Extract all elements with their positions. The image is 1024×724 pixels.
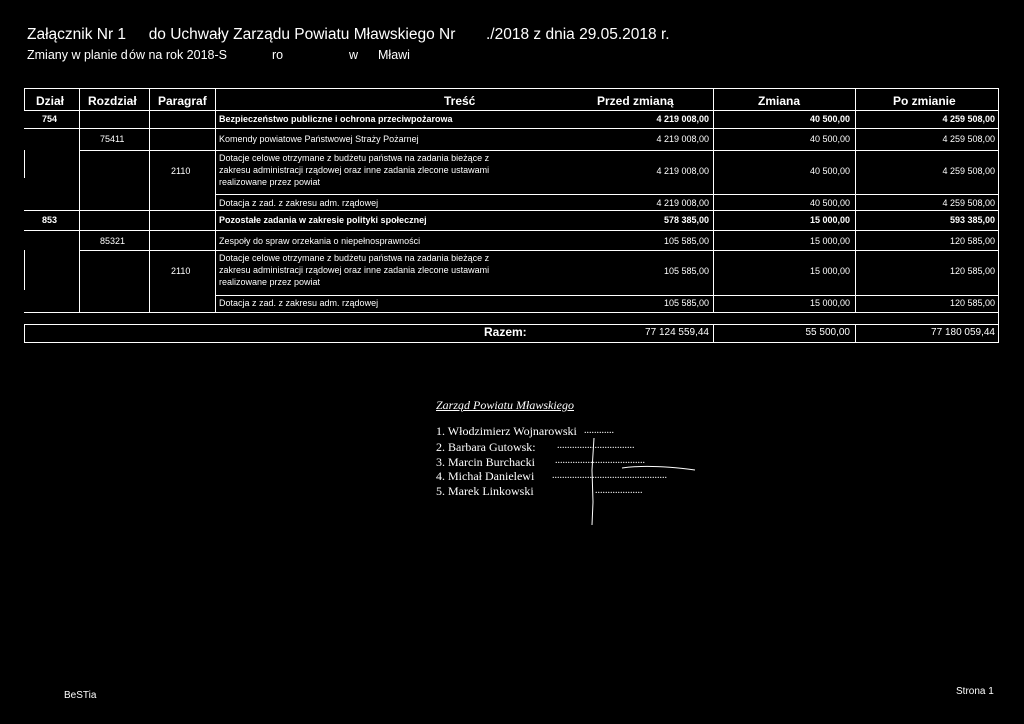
header-tresc: Treść [444, 94, 476, 108]
cell-tresc-line: realizowane przez powiat [219, 177, 321, 187]
cell-zmiana: 15 000,00 [809, 215, 850, 225]
footer-left: BeSTia [64, 690, 97, 701]
subtitle-part-4: w [349, 48, 359, 62]
cell-przed: 105 585,00 [663, 298, 709, 308]
cell-rozdzial: 85321 [100, 236, 126, 246]
cell-paragraf: 2110 [171, 266, 191, 276]
cell-tresc-line: zakresu administracji rządowej oraz inne zadania zlecone ustawami [219, 265, 490, 275]
signature-line: ................... [595, 485, 643, 496]
header-dzial: Dział [36, 94, 65, 108]
cell-tresc: Dotacja z zad. z zakresu adm. rządowej [219, 198, 379, 208]
cell-po: 4 259 508,00 [942, 134, 995, 144]
cell-zmiana: 40 500,00 [809, 114, 850, 124]
signatory-name: 3. Marcin Burchacki [436, 455, 535, 469]
signature-line: .............................................. [552, 470, 667, 481]
signature-line: .................................... [555, 455, 645, 466]
total-przed: 77 124 559,44 [645, 327, 709, 338]
signature-line: ............................... [557, 440, 635, 451]
title-date: ./2018 z dnia 29.05.2018 r. [486, 26, 670, 43]
cell-po: 593 385,00 [949, 215, 995, 225]
title-resolution: do Uchwały Zarządu Powiatu Mławskiego Nr [148, 26, 456, 43]
total-label: Razem: [484, 325, 527, 339]
subtitle-part-1: Zmiany w planie d [27, 48, 128, 62]
cell-po: 4 259 508,00 [942, 166, 995, 176]
cell-po: 120 585,00 [949, 266, 995, 276]
signatory-name: 2. Barbara Gutowsk: [436, 440, 536, 454]
cell-przed: 4 219 008,00 [656, 166, 709, 176]
cell-zmiana: 15 000,00 [809, 236, 850, 246]
cell-zmiana: 40 500,00 [809, 166, 850, 176]
cell-dzial: 754 [42, 114, 58, 124]
cell-po: 4 259 508,00 [942, 198, 995, 208]
title-annex-number: Załącznik Nr 1 [27, 26, 127, 43]
cell-zmiana: 40 500,00 [809, 134, 850, 144]
cell-zmiana: 15 000,00 [809, 266, 850, 276]
cell-tresc: Bezpieczeństwo publiczne i ochrona przeciwpożarowa [219, 114, 453, 124]
header-po-zmianie: Po zmianie [893, 94, 956, 108]
cell-przed: 4 219 008,00 [656, 198, 709, 208]
cell-tresc-line: Dotacje celowe otrzymane z budżetu państwa na zadania bieżące z [219, 253, 490, 263]
cell-rozdzial: 75411 [100, 134, 125, 144]
cell-przed: 4 219 008,00 [656, 134, 709, 144]
cell-przed: 578 385,00 [663, 215, 709, 225]
signature-line: ............ [584, 425, 614, 436]
subtitle-part-3: ro [272, 48, 284, 62]
cell-tresc-line: realizowane przez powiat [219, 277, 321, 287]
signatory-name: 1. Włodzimierz Wojnarowski [436, 424, 577, 438]
board-heading: Zarząd Powiatu Mławskiego [436, 398, 575, 412]
page-number: Strona 1 [956, 686, 994, 697]
cell-po: 120 585,00 [949, 236, 995, 246]
header-rozdzial: Rozdział [88, 94, 137, 108]
cell-tresc: Komendy powiatowe Państwowej Straży Pożarnej [219, 134, 419, 144]
total-zmiana: 55 500,00 [805, 327, 850, 338]
signatory-name: 4. Michał Danielewi [436, 469, 535, 483]
header-zmiana: Zmiana [758, 94, 801, 108]
cell-po: 120 585,00 [949, 298, 995, 308]
cell-tresc: Pozostałe zadania w zakresie polityki społecznej [219, 215, 427, 225]
total-po: 77 180 059,44 [931, 327, 995, 338]
cell-zmiana: 40 500,00 [809, 198, 850, 208]
cell-tresc: Dotacja z zad. z zakresu adm. rządowej [219, 298, 379, 308]
signatory-name: 5. Marek Linkowski [436, 484, 534, 498]
subtitle-part-2: ów na rok 2018-S [129, 48, 227, 62]
subtitle-part-5: Mławi [378, 48, 410, 62]
header-przed-zmiana: Przed zmianą [597, 94, 674, 108]
document-title [27, 26, 670, 44]
cell-przed: 4 219 008,00 [656, 114, 709, 124]
header-paragraf: Paragraf [158, 94, 207, 108]
cell-przed: 105 585,00 [663, 266, 709, 276]
cell-przed: 105 585,00 [663, 236, 709, 246]
cell-po: 4 259 508,00 [942, 114, 995, 124]
handwritten-signature [560, 430, 710, 530]
cell-tresc-line: zakresu administracji rządowej oraz inne zadania zlecone ustawami [219, 165, 490, 175]
cell-tresc: Zespoły do spraw orzekania o niepełnosprawności [219, 236, 421, 246]
cell-paragraf: 2110 [171, 166, 191, 176]
cell-tresc-line: Dotacje celowe otrzymane z budżetu państwa na zadania bieżące z [219, 153, 490, 163]
cell-dzial: 853 [42, 215, 58, 225]
cell-zmiana: 15 000,00 [809, 298, 850, 308]
